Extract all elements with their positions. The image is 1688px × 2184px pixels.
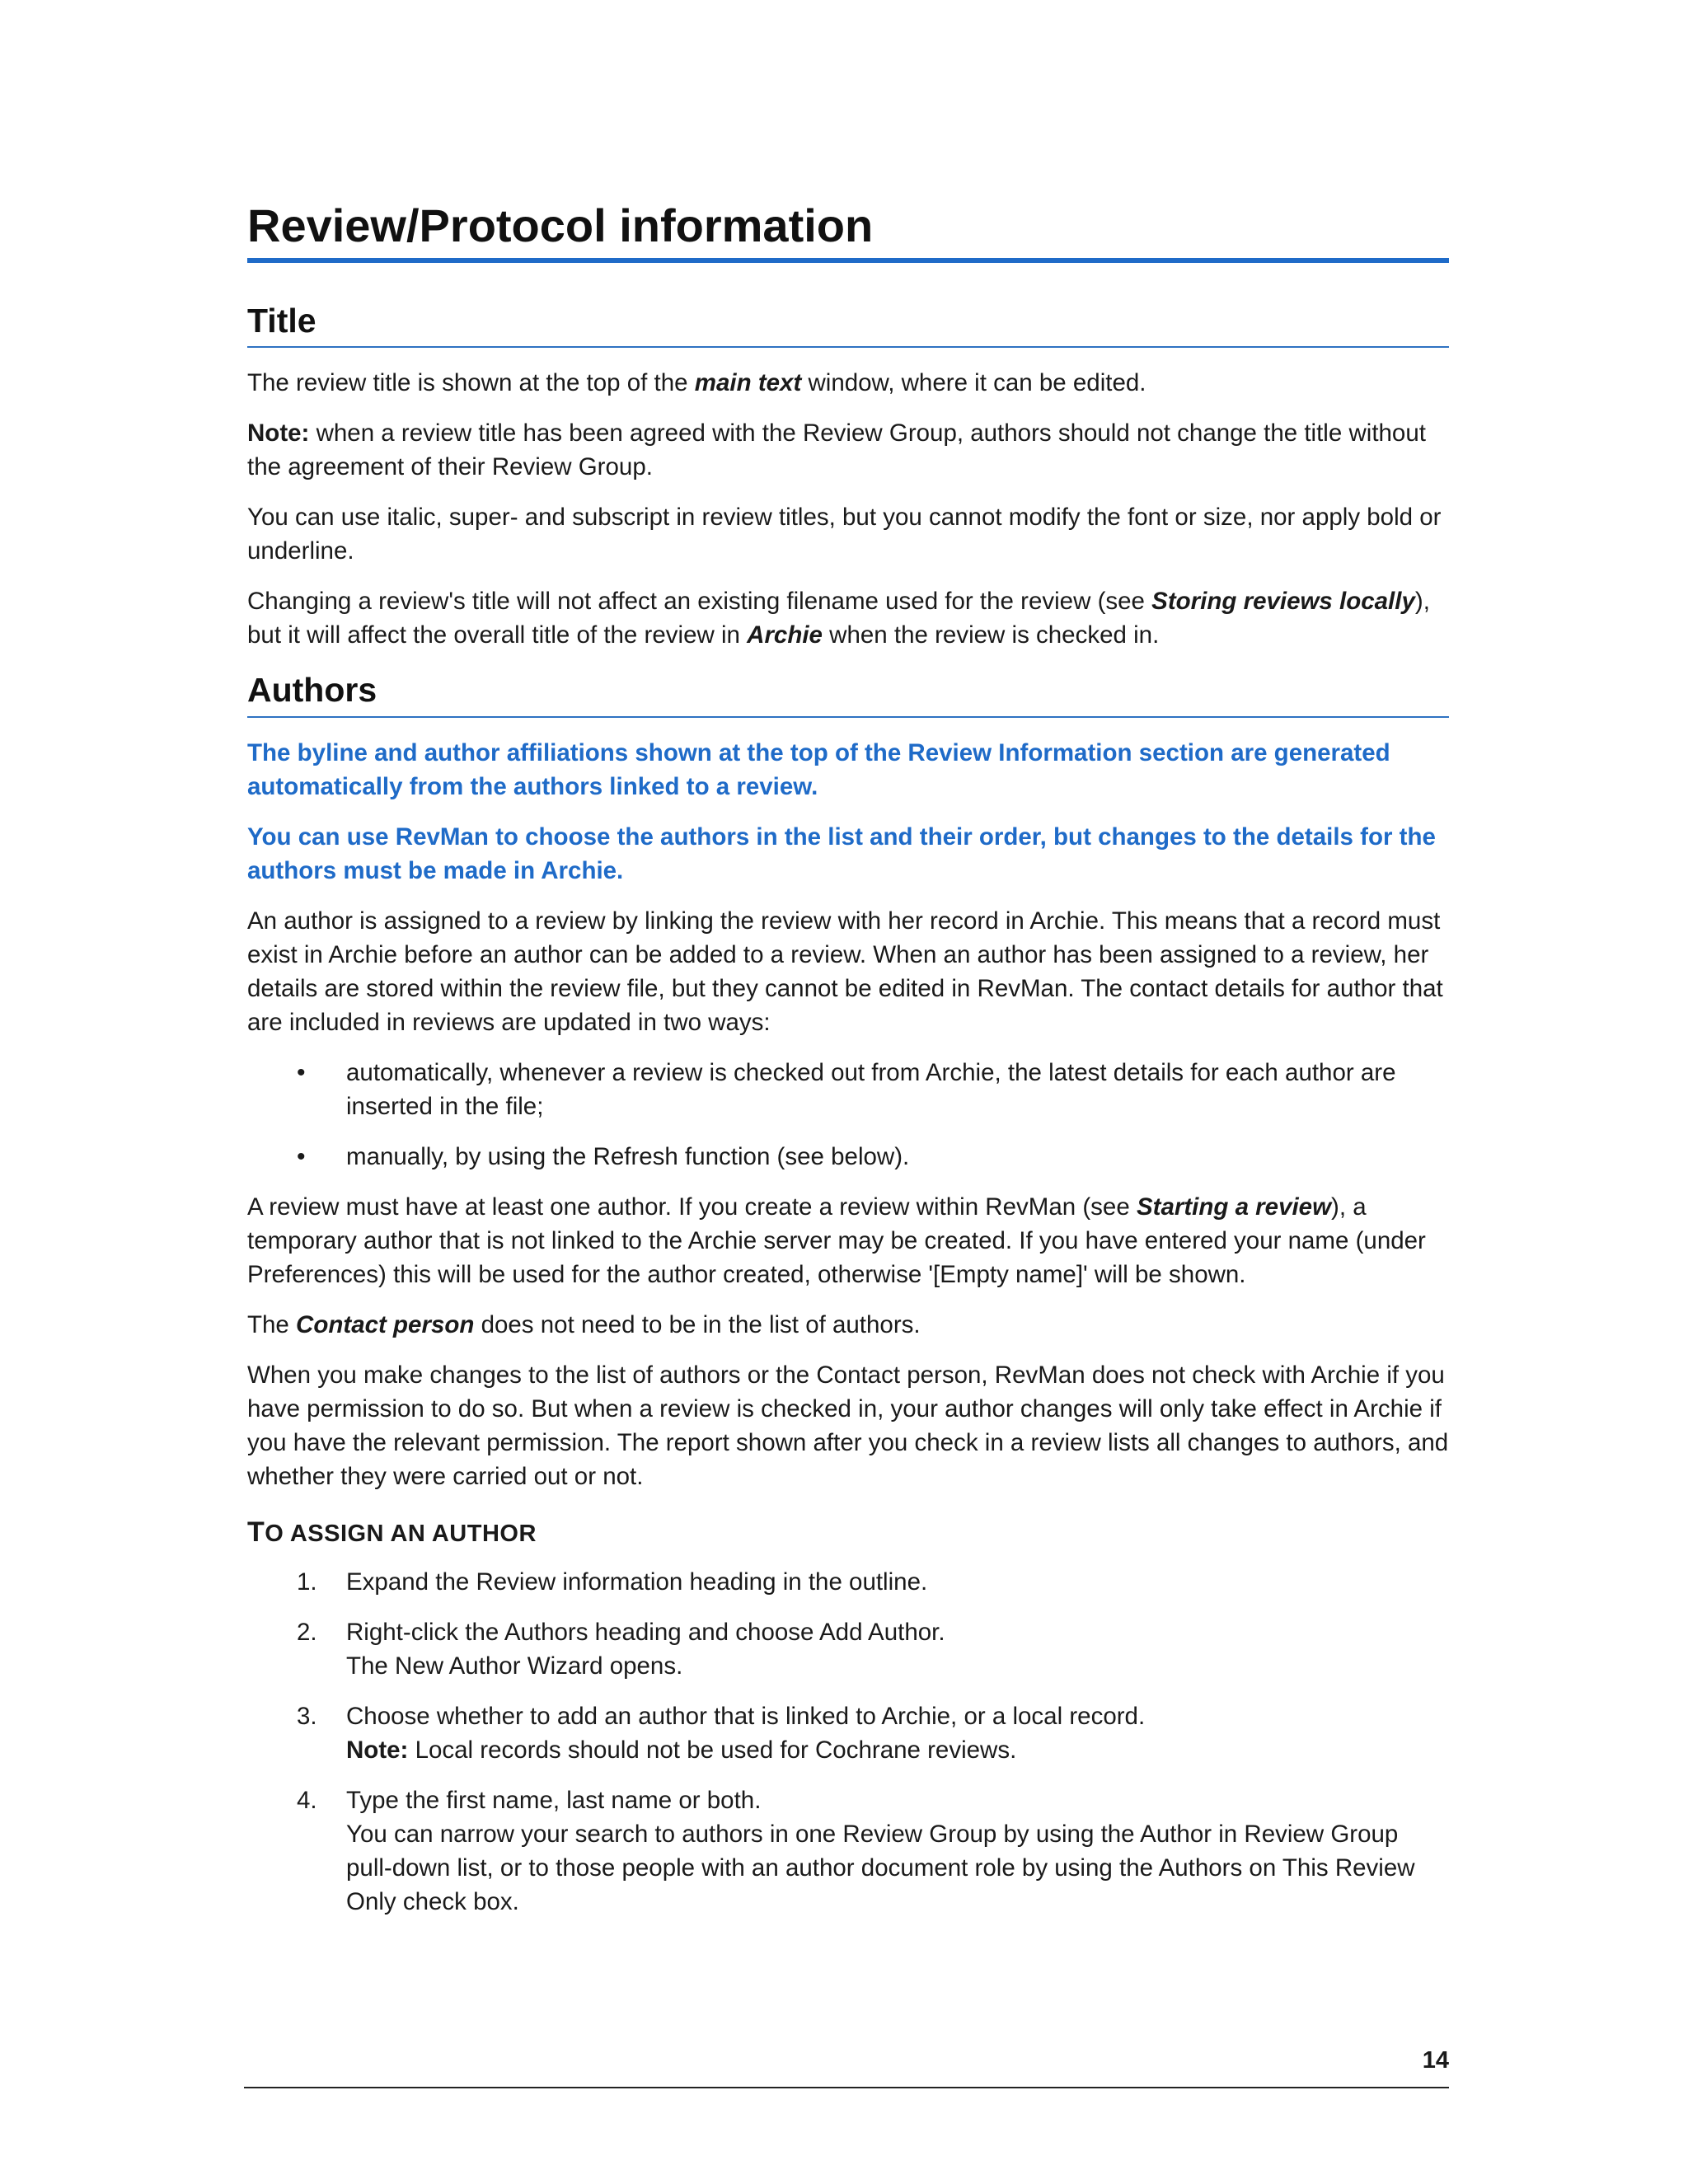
- list-item: [247, 1565, 1449, 1599]
- authors-paragraph-2: [247, 1190, 1449, 1291]
- list-item-text: manually, by using the Refresh function (see below).: [346, 1142, 910, 1170]
- archie-link: Archie: [747, 621, 823, 649]
- step-number: 4.: [297, 1786, 317, 1814]
- list-item: [247, 1140, 1449, 1174]
- page-heading: Review/Protocol information: [247, 198, 1449, 263]
- title-paragraph-4: [247, 584, 1449, 652]
- starting-a-review-link: Starting a review: [1136, 1193, 1332, 1221]
- note-label: Note:: [346, 1736, 409, 1764]
- text-run: O ASSIGN AN AUTHOR: [265, 1520, 537, 1547]
- text-run: The: [247, 1310, 297, 1338]
- list-item-text: automatically, whenever a review is checked out from Archie, the latest details for each author are inserted in the file;: [346, 1058, 1396, 1120]
- step-number: 3.: [297, 1702, 317, 1730]
- authors-paragraph-3: [247, 1308, 1449, 1342]
- authors-highlight-1: The byline and author affiliations shown at the top of the Review Information section are generated automatically from the authors linked to a review.: [247, 738, 1390, 800]
- step-subtext: The New Author Wizard opens.: [346, 1652, 683, 1680]
- note-label: Note:: [247, 419, 310, 448]
- text-run: ), but it will affect the overall title of the review in: [247, 588, 1430, 649]
- list-item: [247, 1615, 1449, 1683]
- contact-person-link: Contact person: [296, 1310, 475, 1338]
- title-paragraph-1: [247, 366, 1449, 400]
- step-number: 2.: [297, 1618, 317, 1646]
- step-subtext: You can narrow your search to authors in one Review Group by using the Author in Review Group pull-down list, or to those people with an author document role by using the Authors on This Review Only check box.: [346, 1820, 1415, 1915]
- title-note-paragraph: [247, 416, 1449, 484]
- main-text-link: main text: [694, 369, 802, 397]
- storing-reviews-link: Storing reviews locally: [1151, 588, 1415, 616]
- step-subtext: Local records should not be used for Cochrane reviews.: [408, 1736, 1017, 1764]
- text-run: does not need to be in the list of authors.: [474, 1310, 921, 1338]
- bullet-icon: •: [297, 1142, 306, 1170]
- update-ways-list: [247, 1056, 1449, 1174]
- assign-steps-list: [247, 1565, 1449, 1919]
- step-text: Right-click the Authors heading and choose Add Author.: [346, 1618, 945, 1646]
- authors-highlight-2: You can use RevMan to choose the authors in the list and their order, but changes to the details for the authors must be made in Archie.: [247, 823, 1436, 884]
- text-run: when the review is checked in.: [822, 621, 1160, 649]
- list-item: [247, 1056, 1449, 1123]
- text-run: window, where it can be edited.: [801, 369, 1146, 397]
- page-number: 14: [1422, 2047, 1449, 2074]
- authors-heading: Authors: [247, 670, 1449, 717]
- footer-divider: [244, 2087, 1449, 2088]
- text-run: when a review title has been agreed with the Review Group, authors should not change the title without the agreement of their Review Group.: [247, 419, 1426, 481]
- page-content: [247, 198, 1449, 1935]
- title-paragraph-3: You can use italic, super- and subscript in review titles, but you cannot modify the font or size, nor apply bold or underline.: [247, 504, 1442, 565]
- step-text: Expand the Review information heading in the outline.: [346, 1568, 928, 1596]
- title-heading: Title: [247, 301, 1449, 348]
- step-text: Choose whether to add an author that is linked to Archie, or a local record.: [346, 1702, 1146, 1730]
- text-run: ), a temporary author that is not linked to the Archie server may be created. If you have entered your name (under Preferences) this will be used for the author created, otherwise '[Empty name]' will be shown.: [247, 1193, 1426, 1288]
- step-text: Type the first name, last name or both.: [346, 1786, 762, 1814]
- list-item: [247, 1699, 1449, 1767]
- step-number: 1.: [297, 1568, 317, 1596]
- text-run: T: [247, 1516, 265, 1548]
- assign-author-heading: [247, 1516, 1449, 1549]
- text-run: The review title is shown at the top of the: [247, 369, 695, 397]
- text-run: A review must have at least one author. If you create a review within RevMan (see: [247, 1193, 1137, 1221]
- list-item: [247, 1783, 1449, 1919]
- authors-paragraph-4: When you make changes to the list of authors or the Contact person, RevMan does not check with Archie if you have permission to do so. But when a review is checked in, your author changes will only take effect in Archie if you have the relevant permission. The report shown after you check in a review lists all changes to authors, and whether they were carried out or not.: [247, 1361, 1449, 1490]
- text-run: Changing a review's title will not affect an existing filename used for the review (see: [247, 588, 1152, 616]
- authors-paragraph-1: An author is assigned to a review by linking the review with her record in Archie. This means that a record must exist in Archie before an author can be added to a review. When an author has been assigned to a review, her details are stored within the review file, but they cannot be edited in RevMan. The contact details for author that are included in reviews are updated in two ways:: [247, 907, 1443, 1036]
- bullet-icon: •: [297, 1058, 306, 1086]
